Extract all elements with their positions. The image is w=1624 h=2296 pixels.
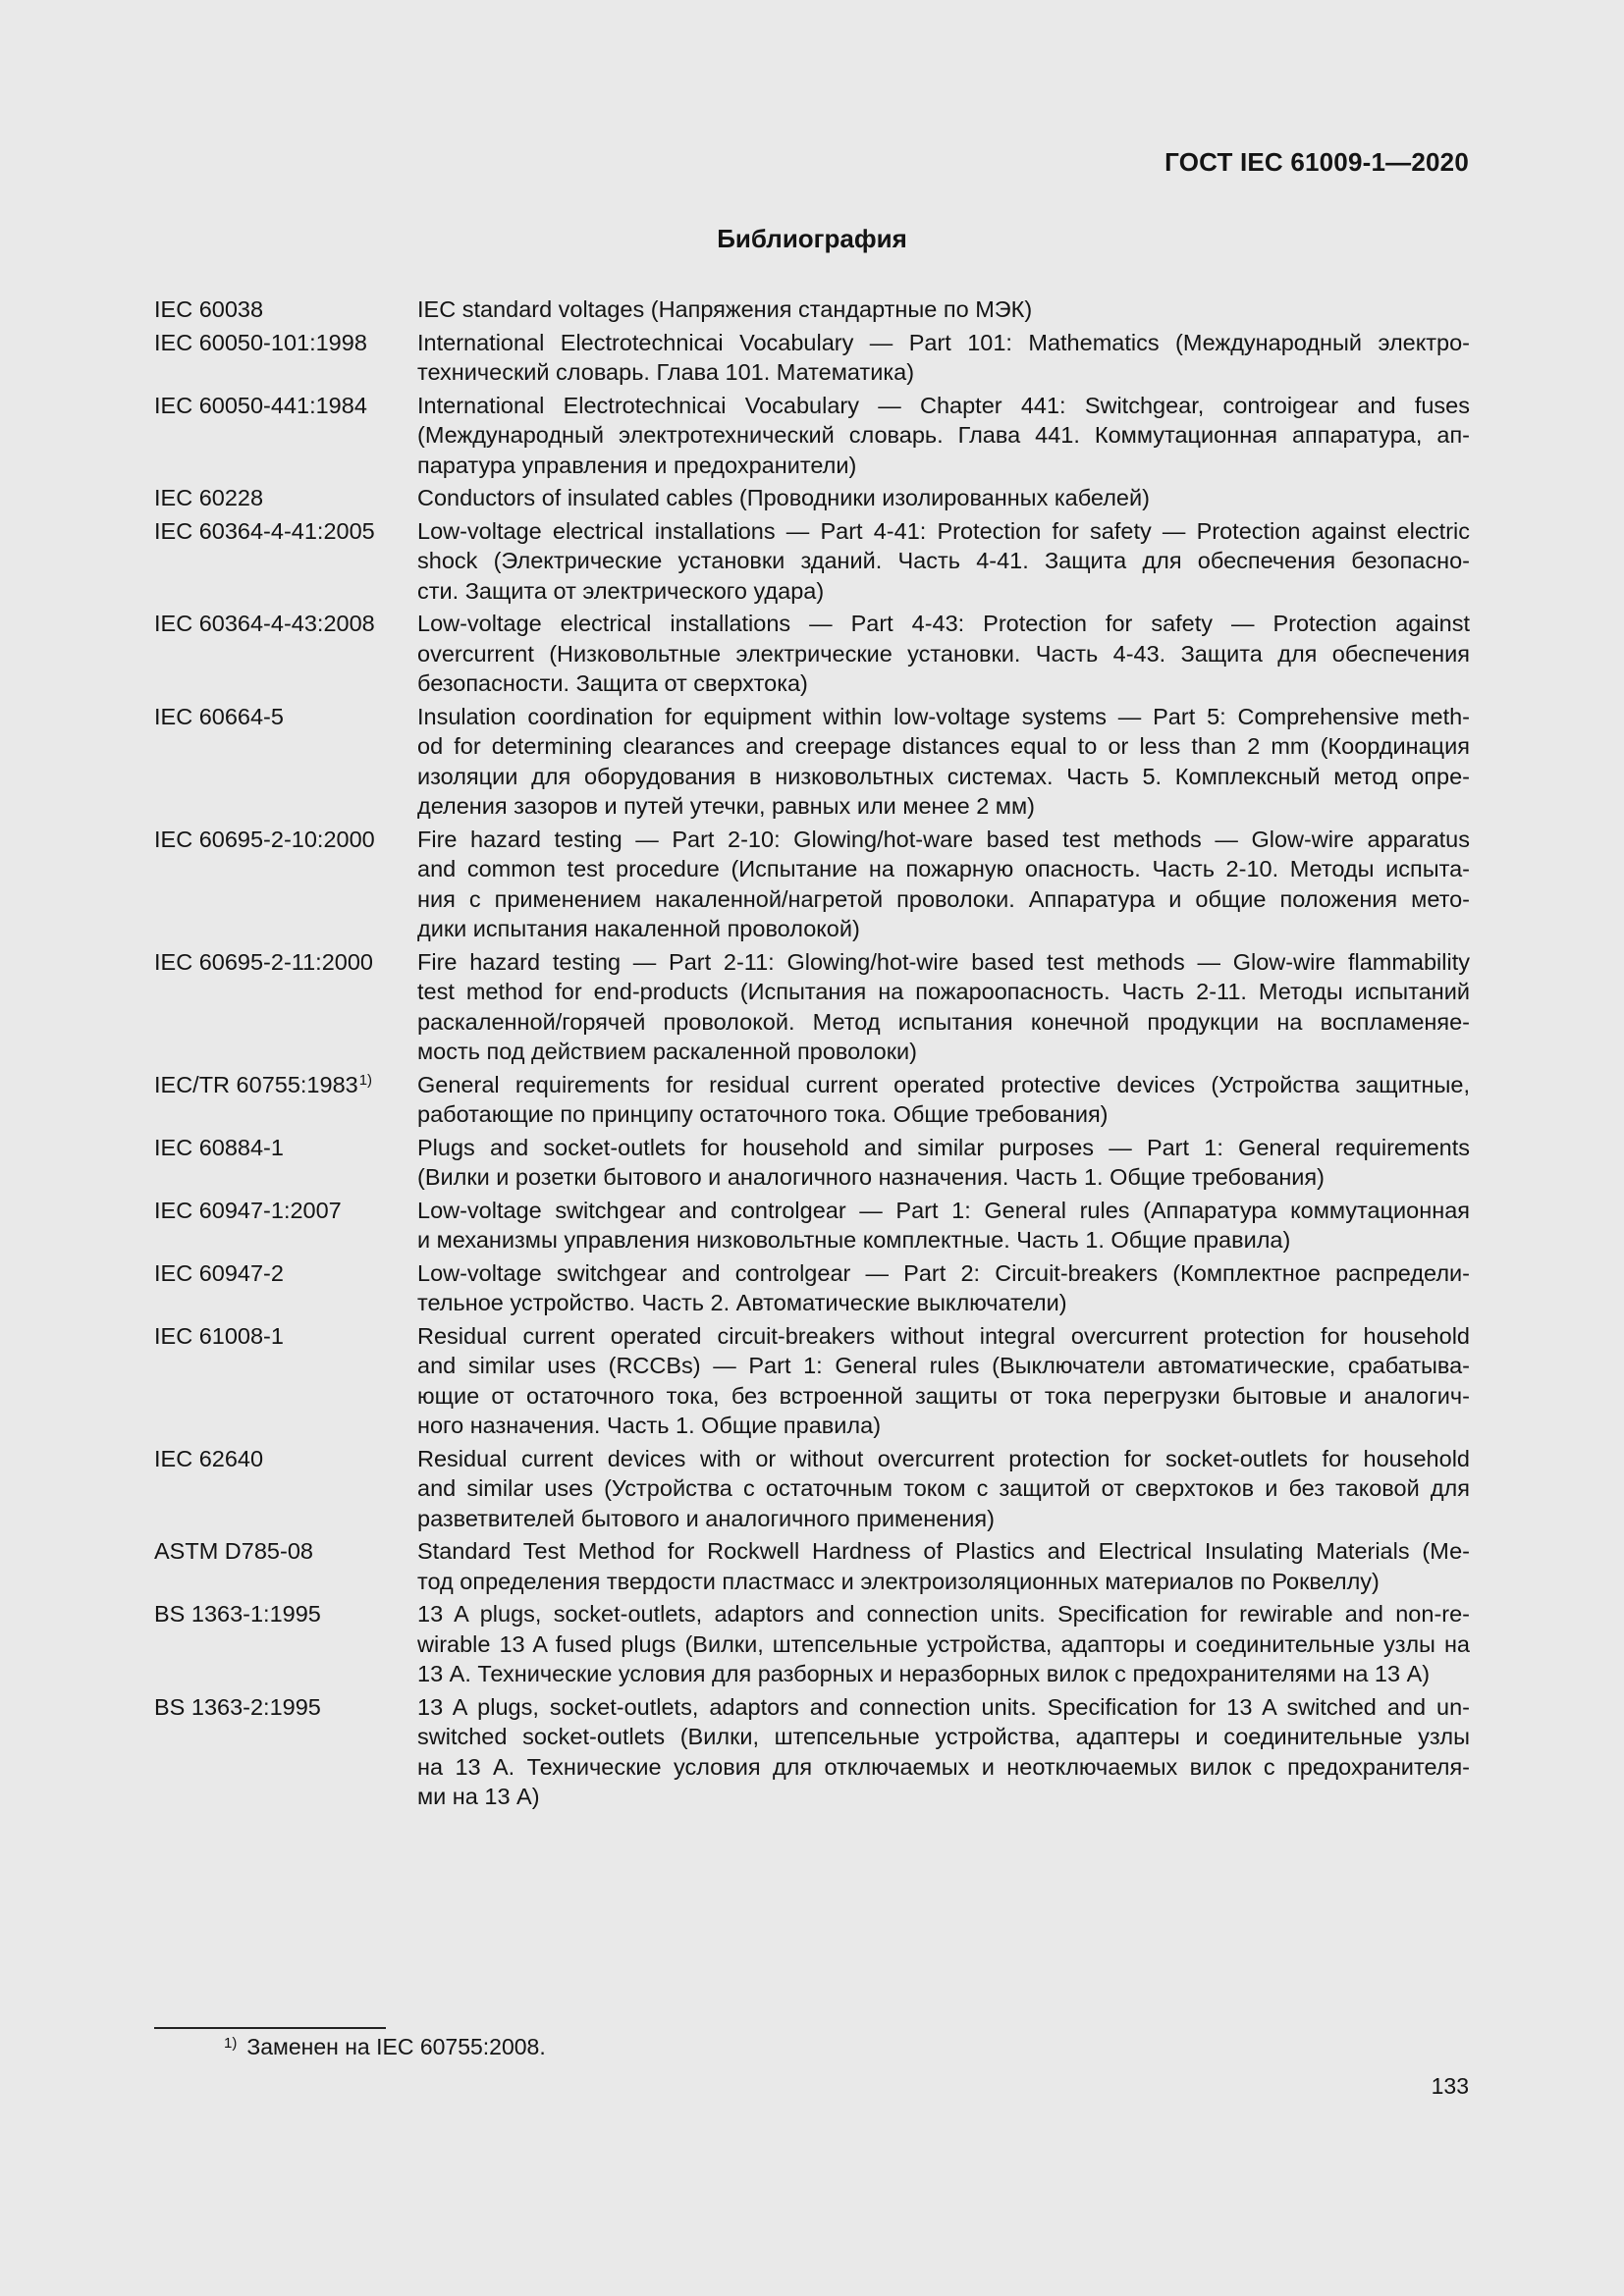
description-line: 13 A plugs, socket-outlets, adaptors and connection units. Specification for rewirable and non-re- [417, 1601, 1470, 1627]
bibliography-entry [154, 328, 1470, 388]
description-line: (Международный электротехнический словарь. Глава 441. Коммутационная аппаратура, ап- [417, 422, 1470, 448]
description-line: International Electrotechnicai Vocabulary — Part 101: Mathematics (Международный электро- [417, 329, 1470, 355]
bibliography-entry [154, 1692, 1470, 1812]
bibliography-entry [154, 483, 1470, 513]
standard-code-text: ASTM D785-08 [154, 1538, 313, 1564]
standard-description [417, 328, 1470, 388]
bibliography-entry [154, 1536, 1470, 1596]
standard-code-text: BS 1363-1:1995 [154, 1601, 321, 1627]
standard-code [154, 294, 417, 325]
description-line: мость под действием раскаленной проволоки) [417, 1039, 917, 1064]
description-line: IEC standard voltages (Напряжения стандартные по МЭК) [417, 296, 1033, 322]
standard-code [154, 1258, 417, 1318]
description-line: ния с применением накаленной/нагретой проволоки. Аппаратура и общие положения мето- [417, 885, 1470, 912]
standard-description [417, 1444, 1470, 1534]
description-line: ющие от остаточного тока, без встроенной защиты от тока перегрузки бытовые и аналогич- [417, 1382, 1470, 1409]
standard-code-text: IEC 60695-2-11:2000 [154, 948, 373, 975]
description-line: International Electrotechnicai Vocabulary — Chapter 441: Switchgear, controigear and fuses [417, 392, 1470, 418]
bibliography-entry [154, 825, 1470, 944]
standard-description [417, 294, 1470, 325]
standard-description [417, 702, 1470, 822]
page-title: Библиография [717, 224, 907, 253]
standard-description [417, 1258, 1470, 1318]
description-line: (Вилки и розетки бытового и аналогичного назначения. Часть 1. Общие требования) [417, 1164, 1325, 1190]
description-line: тод определения твердости пластмасс и электроизоляционных материалов по Роквеллу) [417, 1568, 1380, 1594]
standard-code [154, 1692, 417, 1812]
bibliography-entry [154, 947, 1470, 1067]
description-line: ми на 13 А) [417, 1784, 540, 1809]
standard-code-text: IEC 60947-1:2007 [154, 1197, 342, 1223]
footnote-separator [154, 2027, 386, 2029]
standard-code-text: IEC 60038 [154, 296, 264, 322]
bibliography-entry [154, 1070, 1470, 1130]
standard-code-text: IEC/TR 60755:1983 [154, 1071, 358, 1097]
description-line: od for determining clearances and creepage distances equal to or less than 2 mm (Координация [417, 733, 1470, 759]
description-line: wirable 13 A fused plugs (Вилки, штепсельные устройства, адапторы и соединительные узлы на [417, 1630, 1470, 1657]
standard-description [417, 825, 1470, 944]
standard-code-text: IEC 60695-2-10:2000 [154, 826, 375, 852]
description-line: Fire hazard testing — Part 2-11: Glowing/hot-wire based test methods — Glow-wire flammability [417, 948, 1470, 975]
standard-code-text: IEC 60884-1 [154, 1134, 284, 1160]
description-line: технический словарь. Глава 101. Математика) [417, 359, 915, 385]
description-line: сти. Защита от электрического удара) [417, 577, 825, 604]
description-line: изоляции для оборудования в низковольтных системах. Часть 5. Комплексный метод опре- [417, 763, 1470, 789]
description-line: Standard Test Method for Rockwell Hardness of Plastics and Electrical Insulating Materials (Ме- [417, 1538, 1470, 1564]
standard-code [154, 1444, 417, 1534]
bibliography-entry [154, 294, 1470, 325]
description-line: 13 А. Технические условия для разборных и неразборных вилок с предохранителями на 13 А) [417, 1661, 1431, 1686]
standard-code [154, 825, 417, 944]
description-line: switched socket-outlets (Вилки, штепсельные устройства, адаптеры и соединительные узлы [417, 1724, 1470, 1749]
description-line: Low-voltage electrical installations — Part 4-41: Protection for safety — Protection against electric [417, 517, 1470, 544]
standard-code [154, 1321, 417, 1441]
bibliography-entry [154, 516, 1470, 607]
footnote-reference: 1) [358, 1071, 373, 1089]
description-line: Insulation coordination for equipment within low-voltage systems — Part 5: Comprehensive meth- [417, 703, 1470, 729]
description-line: and similar uses (RCCBs) — Part 1: General rules (Выключатели автоматические, срабатыва- [417, 1353, 1470, 1378]
standard-description [417, 1321, 1470, 1441]
standard-code [154, 1536, 417, 1596]
description-line: на 13 А. Технические условия для отключаемых и неотключаемых вилок с предохранителя- [417, 1753, 1470, 1780]
description-line: 13 A plugs, socket-outlets, adaptors and connection units. Specification for 13 A switched and un- [417, 1693, 1470, 1720]
description-line: Residual current devices with or without overcurrent protection for socket-outlets for household [417, 1445, 1470, 1471]
bibliography-entry [154, 1196, 1470, 1255]
bibliography-entry [154, 1599, 1470, 1689]
description-line: Fire hazard testing — Part 2-10: Glowing/hot-ware based test methods — Glow-wire apparatus [417, 826, 1470, 852]
standard-description [417, 609, 1470, 699]
standard-description [417, 1599, 1470, 1689]
standard-code-text: IEC 60664-5 [154, 703, 284, 729]
bibliography-entry [154, 1258, 1470, 1318]
standard-description [417, 947, 1470, 1067]
description-line: безопасности. Защита от сверхтока) [417, 670, 808, 696]
page-number: 133 [1431, 2073, 1469, 2099]
standard-code [154, 391, 417, 481]
description-line: Conductors of insulated cables (Проводники изолированных кабелей) [417, 485, 1150, 510]
standard-code [154, 609, 417, 699]
standard-description [417, 516, 1470, 607]
description-line: разветвителей бытового и аналогичного применения) [417, 1505, 995, 1531]
description-line: Residual current operated circuit-breakers without integral overcurrent protection for household [417, 1322, 1470, 1349]
standard-code-text: BS 1363-2:1995 [154, 1693, 321, 1720]
description-line: test method for end-products (Испытания на пожароопасность. Часть 2-11. Методы испытаний [417, 979, 1470, 1004]
standard-code [154, 516, 417, 607]
standard-code [154, 947, 417, 1067]
standard-code-text: IEC 61008-1 [154, 1322, 284, 1349]
description-line: and common test procedure (Испытание на пожарную опасность. Часть 2-10. Методы испыта- [417, 856, 1470, 881]
description-line: деления зазоров и путей утечки, равных или менее 2 мм) [417, 793, 1035, 819]
standard-code-text: IEC 60364-4-43:2008 [154, 611, 375, 636]
standard-description [417, 1692, 1470, 1812]
standard-code [154, 702, 417, 822]
bibliography-entry [154, 1321, 1470, 1441]
standard-code-text: IEC 60050-101:1998 [154, 329, 367, 355]
description-line: and similar uses (Устройства с остаточным током с защитой от сверхтоков и без таковой для [417, 1475, 1470, 1501]
document-code: ГОСТ IEC 61009-1—2020 [1164, 147, 1469, 177]
bibliography-entry [154, 1133, 1470, 1193]
standard-code-text: IEC 60050-441:1984 [154, 392, 367, 418]
bibliography-entry [154, 702, 1470, 822]
description-line: раскаленной/горячей проволокой. Метод испытания конечной продукции на воспламеняе- [417, 1008, 1470, 1035]
standard-description [417, 391, 1470, 481]
standard-code [154, 1599, 417, 1689]
bibliography-entry [154, 391, 1470, 481]
description-line: и механизмы управления низковольтные комплектные. Часть 1. Общие правила) [417, 1227, 1291, 1253]
standard-code [154, 1133, 417, 1193]
description-line: тельное устройство. Часть 2. Автоматические выключатели) [417, 1290, 1067, 1315]
footnote-text: Заменен на IEC 60755:2008. [246, 2034, 546, 2059]
description-line: ного назначения. Часть 1. Общие правила) [417, 1413, 882, 1438]
bibliography-entry [154, 1444, 1470, 1534]
description-line: General requirements for residual current operated protective devices (Устройства защитные, [417, 1071, 1470, 1097]
bibliography-entry [154, 609, 1470, 699]
standard-code-text: IEC 62640 [154, 1445, 264, 1471]
standard-code [154, 328, 417, 388]
standard-description [417, 1133, 1470, 1193]
description-line: Low-voltage switchgear and controlgear — Part 2: Circuit-breakers (Комплектное распредели- [417, 1259, 1470, 1286]
description-line: overcurrent (Низковольтные электрические установки. Часть 4-43. Защита для обеспечения [417, 640, 1470, 667]
description-line: shock (Электрические установки зданий. Часть 4-41. Защита для обеспечения безопасно- [417, 548, 1470, 573]
description-line: Plugs and socket-outlets for household and similar purposes — Part 1: General requirements [417, 1134, 1470, 1160]
standard-code-text: IEC 60364-4-41:2005 [154, 517, 375, 544]
description-line: Low-voltage switchgear and controlgear — Part 1: General rules (Аппаратура коммутационная [417, 1197, 1470, 1223]
description-line: работающие по принципу остаточного тока. Общие требования) [417, 1101, 1109, 1127]
footnote [224, 2032, 546, 2061]
standard-description [417, 1196, 1470, 1255]
description-line: дики испытания накаленной проволокой) [417, 916, 860, 941]
bibliography-list [154, 294, 1470, 1815]
description-line: Low-voltage electrical installations — Part 4-43: Protection for safety — Protection against [417, 611, 1470, 636]
standard-code [154, 483, 417, 513]
standard-code-text: IEC 60228 [154, 485, 264, 510]
standard-description [417, 483, 1470, 513]
standard-code [154, 1070, 417, 1130]
description-line: паратура управления и предохранители) [417, 452, 857, 478]
standard-code [154, 1196, 417, 1255]
standard-code-text: IEC 60947-2 [154, 1259, 284, 1286]
footnote-mark: 1) [224, 2035, 238, 2052]
standard-description [417, 1536, 1470, 1596]
standard-description [417, 1070, 1470, 1130]
